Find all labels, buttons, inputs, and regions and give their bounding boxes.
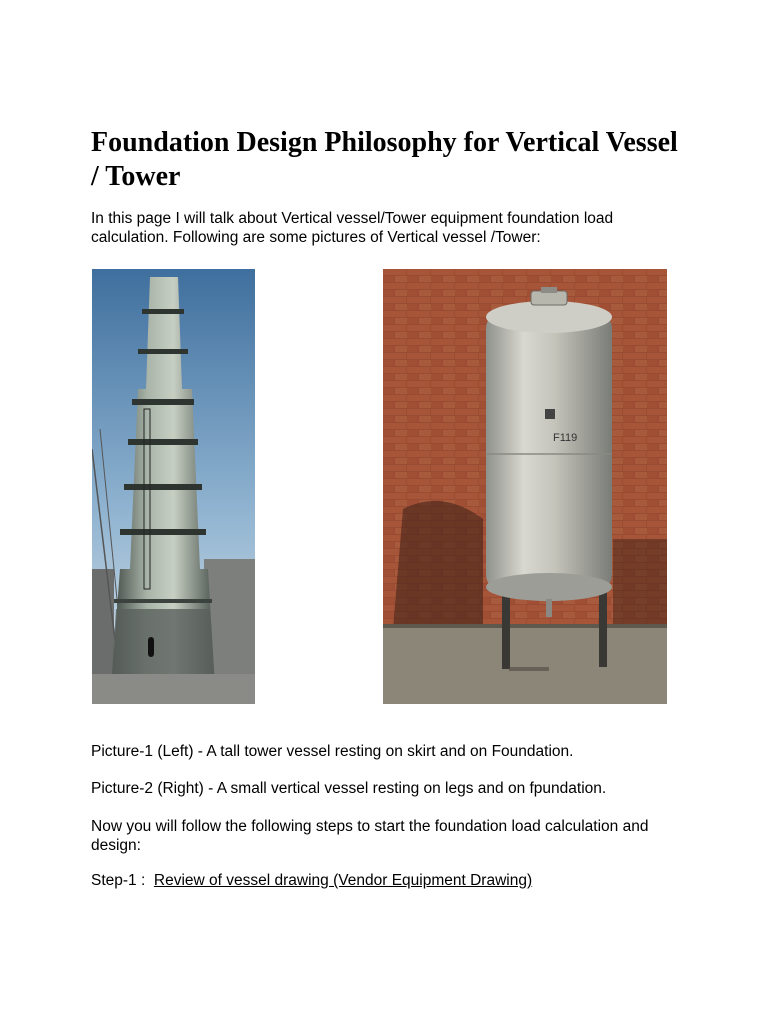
- step-1: [91, 871, 691, 890]
- small-vessel-photo: [383, 269, 667, 704]
- picture-2-caption: Picture-2 (Right) - A small vertical vessel resting on legs and on fpundation.: [91, 780, 607, 797]
- steps-intro: Now you will follow the following steps to start the foundation load calculation and design:: [91, 818, 649, 854]
- step-1-prefix: Step-1 :: [91, 872, 154, 889]
- intro-paragraph: In this page I will talk about Vertical vessel/Tower equipment foundation load calculation. Following are some pictures of Vertical vessel /Tower:: [91, 210, 614, 246]
- step-1-link[interactable]: Review of vessel drawing (Vendor Equipment Drawing): [153, 872, 533, 889]
- vessel-marking: F119: [553, 432, 578, 444]
- picture-1-caption: Picture-1 (Left) - A tall tower vessel resting on skirt and on Foundation.: [91, 743, 574, 760]
- tall-tower-photo: [92, 269, 255, 704]
- page-title: Foundation Design Philosophy for Vertical Vessel / Tower: [91, 127, 678, 192]
